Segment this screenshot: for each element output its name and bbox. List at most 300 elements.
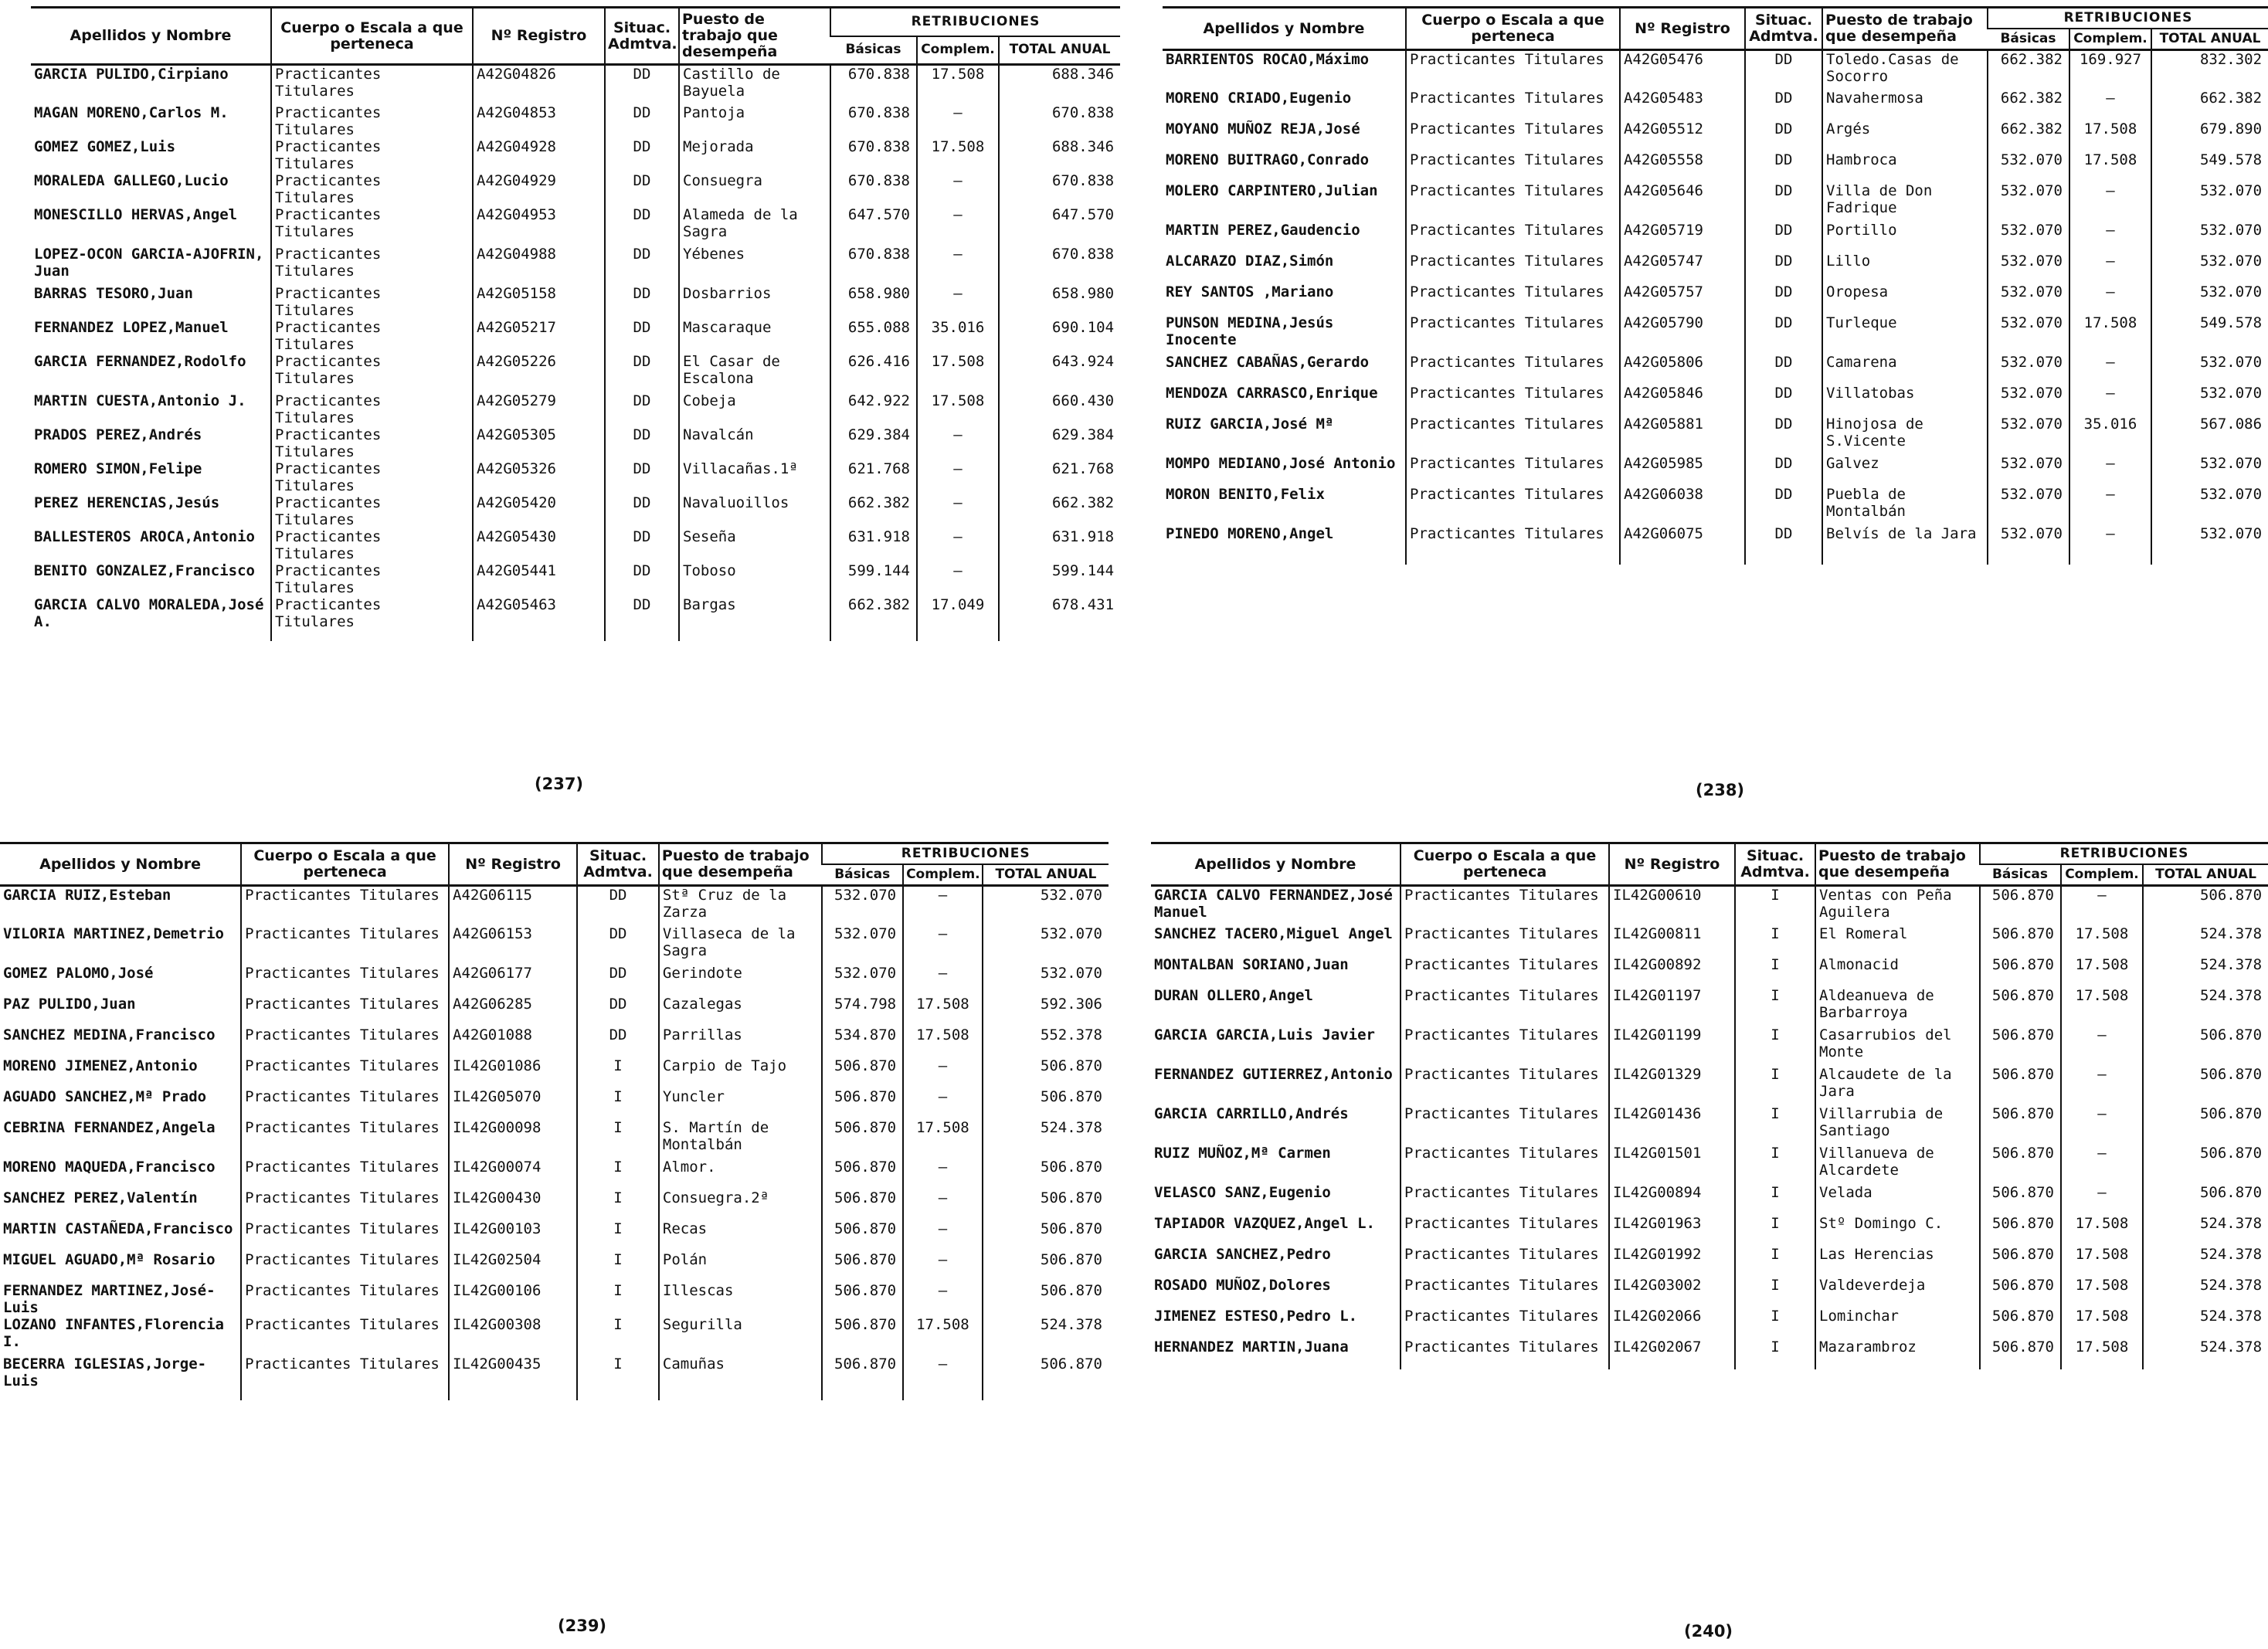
cell-basicas: 532.070 [1988,283,2069,314]
cell-name: BARRIENTOS ROCAO,Máximo [1166,51,1370,68]
cell-basicas: 532.070 [1988,385,2069,416]
table-row [1151,925,2268,956]
cell-registro: A42G05420 [473,494,605,528]
col-puesto-header: Puesto de trabajo que desempeña [1815,843,1980,886]
cell-basicas: 662.382 [1988,90,2069,120]
cell-situac: DD [605,172,679,206]
col-complem-header: Complem. [2061,864,2143,886]
cell-puesto: Segurilla [659,1316,822,1356]
cell-basicas: 506.870 [1980,886,2061,925]
cell-puesto: Consuegra [679,172,830,206]
personnel-table [31,6,1120,641]
cell-total: 688.346 [999,65,1120,104]
table-row [1151,1339,2268,1369]
cell-cuerpo: Practicantes Titulares [241,996,449,1026]
cell-situac: I [1735,1026,1815,1066]
cell-situac: DD [1745,455,1822,486]
cell-name: LOPEZ-OCON GARCIA-AJOFRIN, Juan [34,245,264,280]
cell-puesto: Recas [659,1220,822,1251]
cell-cuerpo: Practicantes Titulares [241,1220,449,1251]
cell-registro: A42G04853 [473,104,605,138]
table-row [1163,486,2268,525]
table-row [1163,455,2268,486]
cell-name: MOMPO MEDIANO,José Antonio [1166,454,1396,472]
cell-puesto: Valdeverdeja [1815,1277,1980,1308]
page-number: (237) [535,775,584,793]
cell-situac: DD [605,104,679,138]
cell-total: 658.980 [999,285,1120,319]
cell-name: PUNSON MEDINA,Jesús Inocente [1166,314,1334,348]
cell-puesto: Dosbarrios [679,285,830,319]
table-row [1163,416,2268,455]
cell-total: 524.378 [2143,1215,2268,1246]
cell-complem: 169.927 [2069,50,2151,90]
col-name-header: Apellidos y Nombre [0,843,241,886]
cell-registro: A42G06177 [449,965,577,996]
cell-puesto: Villatobas [1822,385,1988,416]
cell-name: SANCHEZ PEREZ,Valentín [3,1189,198,1206]
table-row [31,138,1120,172]
cell-basicas: 506.870 [1980,1145,2061,1184]
cell-situac: I [577,1316,659,1356]
table-row [0,1220,1109,1251]
cell-situac: DD [605,460,679,494]
cell-puesto: Alcaudete de la Jara [1815,1066,1980,1105]
cell-complem: 17.508 [2069,151,2151,182]
cell-complem: – [903,1251,983,1282]
cell-cuerpo: Practicantes Titulares [271,285,473,319]
page-number: (239) [558,1617,607,1635]
cell-basicas: 532.070 [1988,486,2069,525]
cell-complem: – [2061,1184,2143,1215]
cell-basicas: 506.870 [1980,1184,2061,1215]
cell-basicas: 506.870 [1980,987,2061,1026]
cell-situac: I [577,1119,659,1159]
table-row [1163,525,2268,565]
cell-complem: 17.508 [903,996,983,1026]
cell-total: 524.378 [2143,987,2268,1026]
table-row [1163,283,2268,314]
cell-cuerpo: Practicantes Titulares [1406,455,1620,486]
cell-name: AGUADO SANCHEZ,Mª Prado [3,1087,207,1105]
col-basicas-header: Básicas [1980,864,2061,886]
cell-situac: DD [605,285,679,319]
cell-cuerpo: Practicantes Titulares [271,528,473,562]
cell-situac: I [1735,1339,1815,1369]
cell-cuerpo: Practicantes Titulares [1406,354,1620,385]
cell-name: MORALEDA GALLEGO,Lucio [34,171,229,189]
cell-name: BARRAS TESORO,Juan [34,284,193,302]
cell-name: GARCIA CALVO FERNANDEZ,José Manuel [1154,887,1393,921]
cell-situac: DD [605,138,679,172]
cell-basicas: 621.768 [830,460,917,494]
cell-registro: IL42G00892 [1609,956,1735,987]
cell-situac: I [1735,1215,1815,1246]
cell-name: GOMEZ PALOMO,José [3,964,154,982]
cell-situac: DD [1745,354,1822,385]
cell-total: 647.570 [999,206,1120,246]
cell-name: LOZANO INFANTES,Florencia I. [3,1315,224,1350]
cell-basicas: 532.070 [1988,151,2069,182]
cell-total: 506.870 [2143,1184,2268,1215]
cell-basicas: 506.870 [822,1282,903,1316]
cell-total: 679.890 [2151,120,2268,151]
cell-puesto: El Romeral [1815,925,1980,956]
cell-situac: DD [1745,151,1822,182]
cell-basicas: 506.870 [1980,1215,2061,1246]
cell-registro: A42G05476 [1620,50,1745,90]
cell-name: GARCIA GARCIA,Luis Javier [1154,1026,1375,1043]
cell-puesto: Galvez [1822,455,1988,486]
cell-total: 506.870 [983,1088,1109,1119]
cell-basicas: 506.870 [822,1251,903,1282]
cell-registro: A42G05483 [1620,90,1745,120]
cell-puesto: Yuncler [659,1088,822,1119]
cell-name: PINEDO MORENO,Angel [1166,524,1334,542]
cell-cuerpo: Practicantes Titulares [1406,525,1620,565]
col-basicas-header: Básicas [1988,29,2069,50]
cell-registro: A42G05326 [473,460,605,494]
col-situac-header: Situac. Admtva. [577,843,659,886]
cell-cuerpo: Practicantes Titulares [1406,385,1620,416]
cell-name: PEREZ HERENCIAS,Jesús [34,494,220,511]
cell-cuerpo: Practicantes Titulares [1406,151,1620,182]
cell-basicas: 506.870 [822,1159,903,1189]
table-row [1163,90,2268,120]
cell-registro: IL42G02504 [449,1251,577,1282]
table-row [1151,1066,2268,1105]
cell-registro: A42G01088 [449,1026,577,1057]
cell-total: 662.382 [2151,90,2268,120]
cell-name: MARTIN PEREZ,Gaudencio [1166,221,1360,239]
cell-puesto: Villarrubia de Santiago [1815,1105,1980,1145]
table-row [31,172,1120,206]
cell-cuerpo: Practicantes Titulares [1401,925,1609,956]
cell-complem: – [917,562,999,596]
cell-complem: – [2069,455,2151,486]
cell-cuerpo: Practicantes Titulares [271,596,473,641]
table-row [1151,1277,2268,1308]
cell-situac: I [577,1057,659,1088]
personnel-table [0,842,1109,1400]
cell-basicas: 532.070 [822,965,903,996]
cell-cuerpo: Practicantes Titulares [1406,486,1620,525]
cell-cuerpo: Practicantes Titulares [1406,120,1620,151]
cell-name: MORON BENITO,Felix [1166,485,1325,503]
cell-puesto: El Casar de Escalona [679,353,830,392]
cell-situac: DD [1745,50,1822,90]
table-row [31,353,1120,392]
table-row [31,285,1120,319]
cell-total: 506.870 [983,1251,1109,1282]
table-row [0,925,1109,965]
col-name-header: Apellidos y Nombre [1151,843,1401,886]
cell-puesto: Alameda de la Sagra [679,206,830,246]
cell-complem: 17.508 [917,353,999,392]
col-cuerpo-header: Cuerpo o Escala a que perteneca [271,8,473,65]
cell-situac: DD [605,426,679,460]
cell-total: 506.870 [2143,1066,2268,1105]
table-row [31,206,1120,246]
page-238 [1163,6,2268,799]
cell-total: 643.924 [999,353,1120,392]
cell-registro: IL42G00106 [449,1282,577,1316]
cell-registro: A42G05719 [1620,222,1745,253]
cell-total: 506.870 [983,1057,1109,1088]
cell-puesto: Mejorada [679,138,830,172]
col-complem-header: Complem. [903,864,983,886]
cell-complem: 17.508 [2061,956,2143,987]
cell-total: 832.302 [2151,50,2268,90]
cell-name: SANCHEZ CABAÑAS,Gerardo [1166,353,1370,371]
cell-basicas: 658.980 [830,285,917,319]
cell-total: 506.870 [983,1159,1109,1189]
cell-puesto: Villacañas.1ª [679,460,830,494]
cell-name: MORENO CRIADO,Eugenio [1166,89,1352,107]
cell-registro: A42G05305 [473,426,605,460]
cell-name: GARCIA SANCHEZ,Pedro [1154,1245,1331,1263]
table-row [1163,314,2268,354]
cell-situac: DD [577,1026,659,1057]
col-retrib-header: RETRIBUCIONES [1980,843,2268,865]
cell-basicas: 532.070 [1988,314,2069,354]
cell-basicas: 534.870 [822,1026,903,1057]
cell-puesto: Navahermosa [1822,90,1988,120]
cell-registro: A42G06075 [1620,525,1745,565]
table-row [1163,151,2268,182]
cell-puesto: S. Martín de Montalbán [659,1119,822,1159]
cell-registro: IL42G00074 [449,1159,577,1189]
table-row [1151,1308,2268,1339]
cell-puesto: Turleque [1822,314,1988,354]
cell-complem: – [903,925,983,965]
cell-puesto: Yébenes [679,246,830,285]
cell-complem: – [903,1189,983,1220]
cell-puesto: Parrillas [659,1026,822,1057]
cell-total: 678.431 [999,596,1120,641]
cell-complem: – [917,494,999,528]
cell-total: 670.838 [999,104,1120,138]
cell-puesto: Camarena [1822,354,1988,385]
cell-situac: DD [1745,486,1822,525]
cell-total: 532.070 [2151,182,2268,222]
cell-name: PRADOS PEREZ,Andrés [34,426,202,443]
cell-basicas: 532.070 [1988,525,2069,565]
cell-cuerpo: Practicantes Titulares [241,1088,449,1119]
cell-registro: A42G05217 [473,319,605,353]
cell-registro: A42G05646 [1620,182,1745,222]
cell-total: 524.378 [2143,1246,2268,1277]
cell-basicas: 642.922 [830,392,917,426]
page-240 [1151,842,2268,1641]
cell-name: TAPIADOR VAZQUEZ,Angel L. [1154,1214,1375,1232]
cell-registro: A42G05806 [1620,354,1745,385]
cell-name: BENITO GONZALEZ,Francisco [34,562,255,579]
cell-complem: – [903,1088,983,1119]
cell-registro: IL42G02066 [1609,1308,1735,1339]
col-cuerpo-header: Cuerpo o Escala a que perteneca [1406,8,1620,50]
col-basicas-header: Básicas [830,36,917,65]
table-row [0,1026,1109,1057]
cell-total: 524.378 [2143,1277,2268,1308]
cell-registro: A42G05158 [473,285,605,319]
cell-situac: DD [605,319,679,353]
cell-total: 506.870 [2143,1105,2268,1145]
cell-puesto: Villaseca de la Sagra [659,925,822,965]
cell-cuerpo: Practicantes Titulares [1401,1105,1609,1145]
cell-cuerpo: Practicantes Titulares [1401,1215,1609,1246]
cell-basicas: 532.070 [1988,222,2069,253]
table-row [1163,253,2268,283]
cell-name: GARCIA CALVO MORALEDA,José A. [34,595,264,630]
cell-registro: IL42G03002 [1609,1277,1735,1308]
cell-complem: – [2069,486,2151,525]
cell-cuerpo: Practicantes Titulares [1406,222,1620,253]
cell-complem: – [2069,182,2151,222]
cell-situac: DD [605,65,679,104]
cell-cuerpo: Practicantes Titulares [1401,1026,1609,1066]
table-row [0,1057,1109,1088]
cell-registro: A42G06115 [449,886,577,925]
table-row [31,65,1120,104]
cell-complem: – [903,1159,983,1189]
table-row [1151,1184,2268,1215]
cell-puesto: Hinojosa de S.Vicente [1822,416,1988,455]
cell-complem: 17.508 [2061,1246,2143,1277]
cell-total: 690.104 [999,319,1120,353]
cell-name: SANCHEZ TACERO,Miguel Angel [1154,925,1393,942]
col-retrib-header: RETRIBUCIONES [830,8,1120,36]
cell-name: MARTIN CUESTA,Antonio J. [34,392,246,409]
col-name-header: Apellidos y Nombre [31,8,271,65]
cell-total: 670.838 [999,172,1120,206]
cell-cuerpo: Practicantes Titulares [241,1026,449,1057]
cell-registro: A42G04928 [473,138,605,172]
cell-total: 592.306 [983,996,1109,1026]
table-row [1151,1105,2268,1145]
cell-cuerpo: Practicantes Titulares [1401,886,1609,925]
cell-total: 662.382 [999,494,1120,528]
cell-registro: A42G04929 [473,172,605,206]
cell-complem: – [903,1057,983,1088]
cell-total: 532.070 [2151,354,2268,385]
table-row [31,494,1120,528]
cell-basicas: 532.070 [1988,416,2069,455]
cell-basicas: 662.382 [830,494,917,528]
cell-total: 567.086 [2151,416,2268,455]
cell-puesto: Portillo [1822,222,1988,253]
cell-basicas: 506.870 [1980,925,2061,956]
page-number: (240) [1684,1622,1733,1641]
cell-cuerpo: Practicantes Titulares [1401,1339,1609,1369]
cell-complem: – [903,965,983,996]
cell-registro: A42G06038 [1620,486,1745,525]
cell-registro: IL42G00430 [449,1189,577,1220]
cell-situac: I [577,1282,659,1316]
cell-registro: A42G05846 [1620,385,1745,416]
cell-basicas: 532.070 [1988,455,2069,486]
cell-cuerpo: Practicantes Titulares [241,925,449,965]
cell-complem: 17.508 [2061,1215,2143,1246]
cell-registro: IL42G01197 [1609,987,1735,1026]
cell-registro: IL42G01329 [1609,1066,1735,1105]
cell-situac: DD [577,925,659,965]
cell-cuerpo: Practicantes Titulares [1401,1145,1609,1184]
page-237 [31,6,1120,793]
cell-situac: I [1735,987,1815,1026]
cell-complem: – [2069,385,2151,416]
cell-basicas: 647.570 [830,206,917,246]
cell-puesto: Toledo.Casas de Socorro [1822,50,1988,90]
page-number: (238) [1696,781,1745,799]
cell-situac: DD [605,246,679,285]
cell-complem: – [917,246,999,285]
cell-puesto: Mazarambroz [1815,1339,1980,1369]
cell-total: 506.870 [2143,1026,2268,1066]
cell-complem: 17.508 [2061,987,2143,1026]
cell-name: DURAN OLLERO,Angel [1154,986,1313,1004]
cell-registro: A42G05558 [1620,151,1745,182]
cell-situac: DD [605,596,679,641]
cell-total: 524.378 [2143,956,2268,987]
col-total-header: TOTAL ANUAL [2151,29,2268,50]
cell-complem: – [2069,222,2151,253]
cell-cuerpo: Practicantes Titulares [271,426,473,460]
cell-puesto: Gerindote [659,965,822,996]
cell-basicas: 506.870 [1980,1105,2061,1145]
col-registro-header: Nº Registro [473,8,605,65]
cell-cuerpo: Practicantes Titulares [1401,1308,1609,1339]
table-row [0,886,1109,925]
cell-registro: IL42G00894 [1609,1184,1735,1215]
cell-total: 532.070 [2151,222,2268,253]
cell-puesto: Carpio de Tajo [659,1057,822,1088]
table-row [1163,354,2268,385]
cell-situac: DD [1745,416,1822,455]
cell-complem: – [903,886,983,925]
cell-name: VELASCO SANZ,Eugenio [1154,1183,1331,1201]
table-row [1163,182,2268,222]
cell-registro: A42G05747 [1620,253,1745,283]
cell-basicas: 506.870 [822,1356,903,1400]
cell-registro: A42G04953 [473,206,605,246]
cell-total: 506.870 [2143,1145,2268,1184]
cell-complem: – [917,460,999,494]
cell-name: GARCIA FERNANDEZ,Rodolfo [34,352,246,370]
cell-puesto: Stº Domingo C. [1815,1215,1980,1246]
cell-total: 524.378 [2143,925,2268,956]
cell-situac: DD [605,392,679,426]
cell-situac: DD [605,206,679,246]
cell-basicas: 629.384 [830,426,917,460]
cell-registro: A42G05512 [1620,120,1745,151]
cell-cuerpo: Practicantes Titulares [241,1251,449,1282]
cell-registro: IL42G00610 [1609,886,1735,925]
cell-situac: I [1735,956,1815,987]
cell-basicas: 506.870 [822,1119,903,1159]
cell-puesto: Lominchar [1815,1308,1980,1339]
cell-complem: 17.508 [903,1026,983,1057]
cell-basicas: 626.416 [830,353,917,392]
cell-situac: I [577,1159,659,1189]
cell-name: PAZ PULIDO,Juan [3,995,136,1013]
cell-situac: I [577,1251,659,1282]
cell-puesto: Almor. [659,1159,822,1189]
cell-puesto: Almonacid [1815,956,1980,987]
cell-cuerpo: Practicantes Titulares [241,1057,449,1088]
table-row [1151,1026,2268,1066]
cell-registro: A42G05430 [473,528,605,562]
